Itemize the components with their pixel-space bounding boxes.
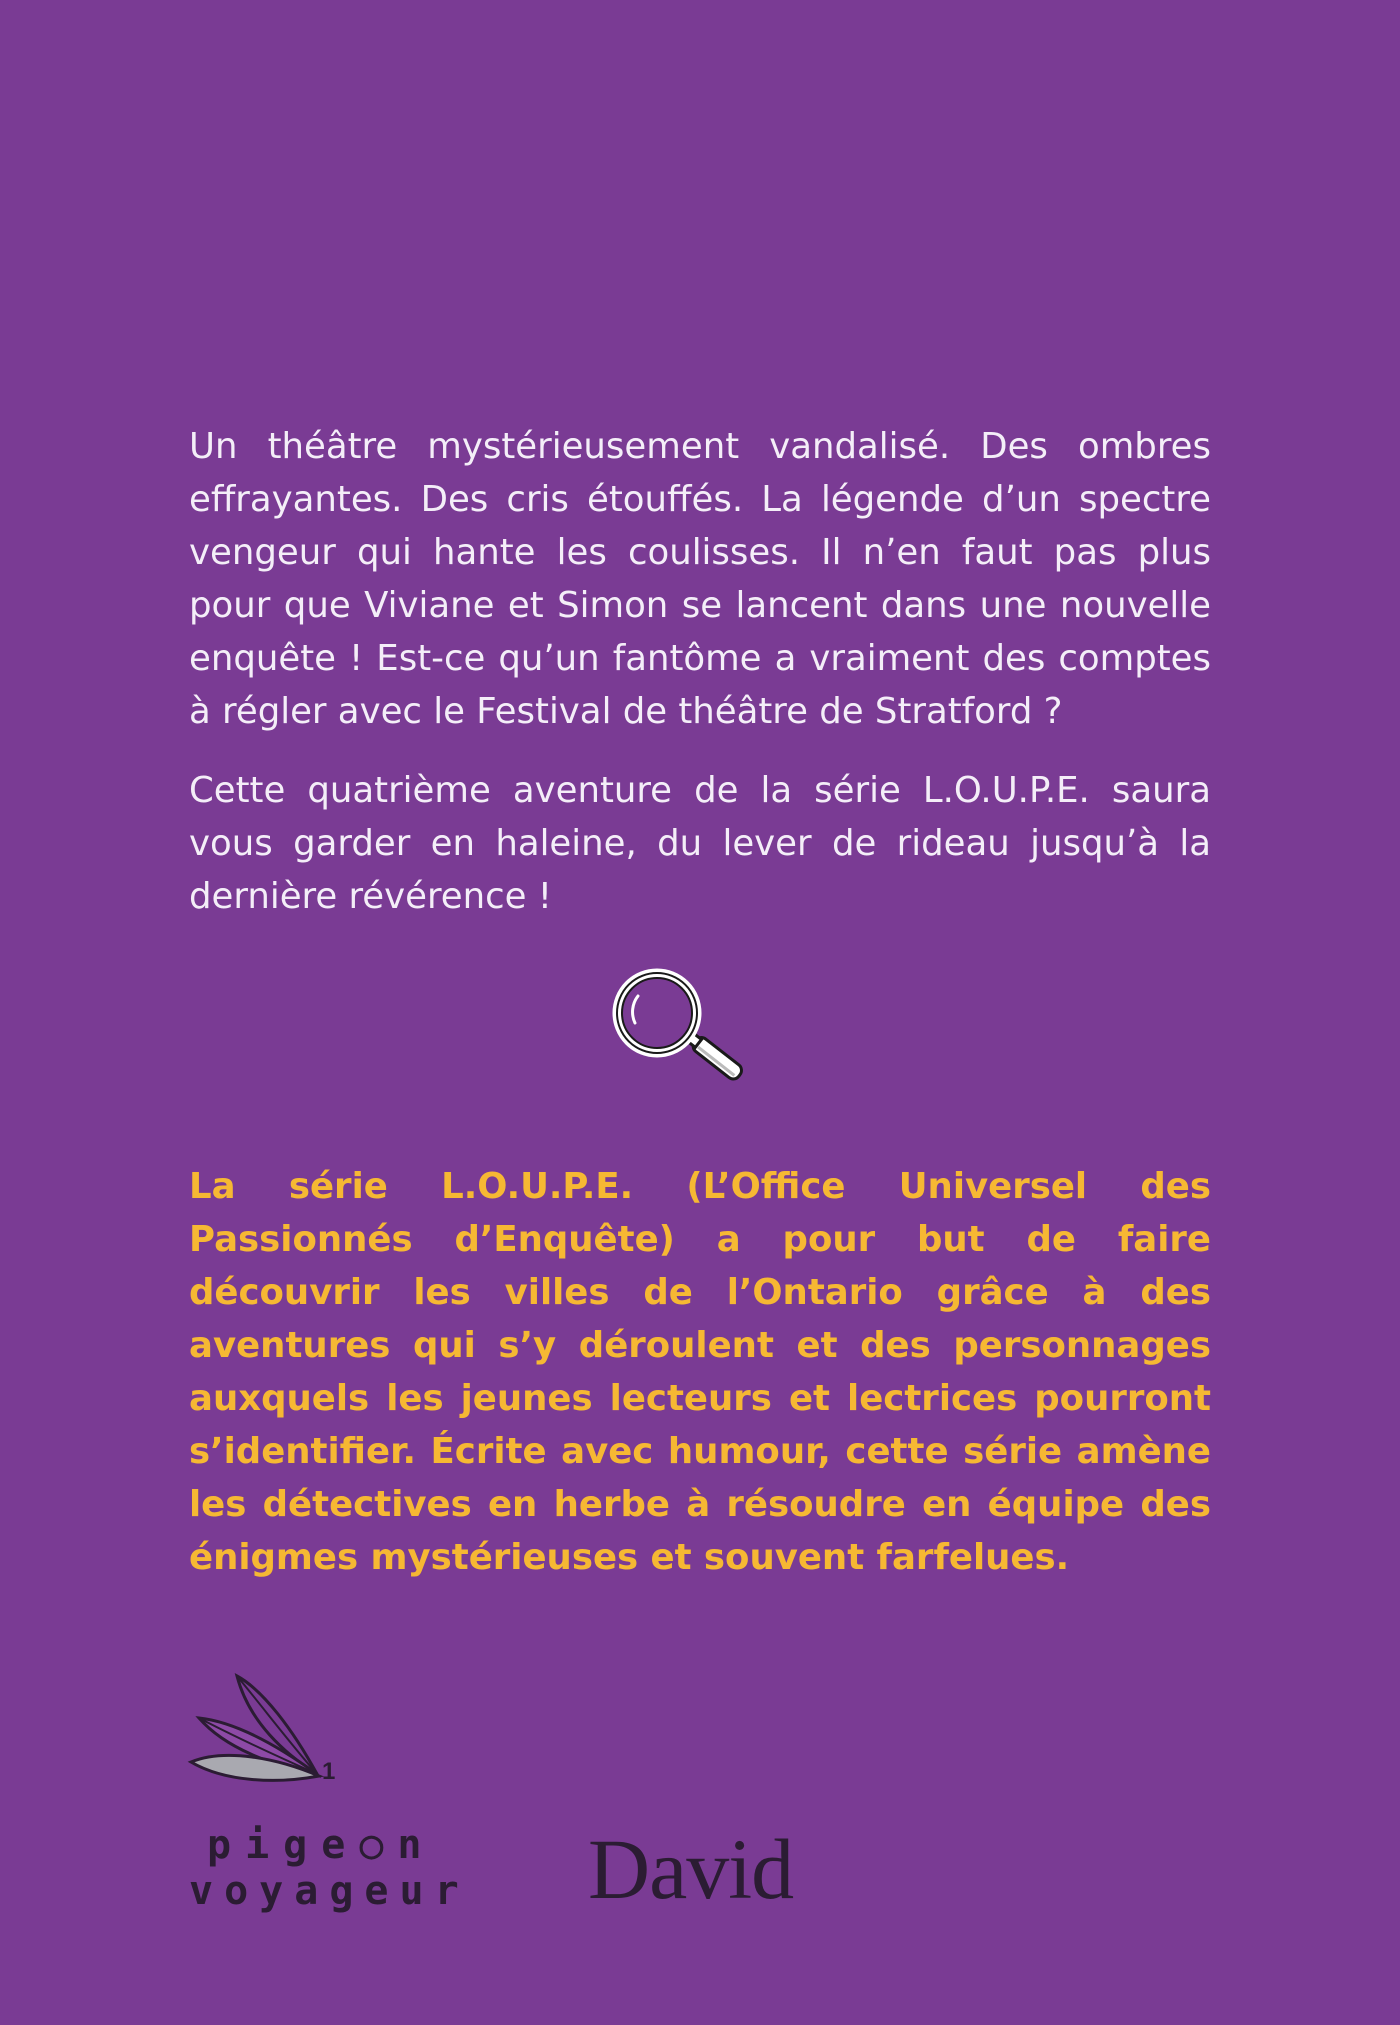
series-description-text: La série L.O.U.P.E. (L’Office Universel des Passionnés d’Enquête) a pour but de faire découvrir les villes de l’Ontario grâce à des aventures qui s’y déroulent et des personnages auxquels les jeunes lecteurs et lectrices pourront s’identifier. Écrite avec humour, cette série amène les détectives en herbe à résoudre en équipe des énigmes mystérieuses et souvent farfelues. bbox=[189, 1166, 1211, 1578]
magnifying-glass-icon bbox=[610, 968, 760, 1098]
pigeon-logo-word-2: voyageur bbox=[189, 1868, 470, 1914]
pigeon-voyageur-logo bbox=[185, 1670, 470, 1920]
pigeon-logo-number: 1 bbox=[322, 1758, 336, 1785]
synopsis-paragraph-2: Cette quatrième aventure de la série L.O.U.P.E. saura vous garder en haleine, du lever de rideau jusqu’à la dernière révérence ! bbox=[189, 770, 1211, 917]
david-logo: David bbox=[588, 1821, 794, 1917]
pigeon-logo-word-1: pige○n bbox=[207, 1822, 436, 1868]
series-description bbox=[189, 1160, 1211, 1584]
synopsis-paragraph-1: Un théâtre mystérieusement vandalisé. Des ombres effrayantes. Des cris étouffés. La légende d’un spectre vengeur qui hante les coulisses. Il n’en faut pas plus pour que Viviane et Simon se lancent dans une nouvelle enquête ! Est-ce qu’un fantôme a vraiment des comptes à régler avec le Festival de théâtre de Stratford ? bbox=[189, 426, 1211, 732]
feather-icon bbox=[185, 1670, 335, 1790]
synopsis bbox=[189, 420, 1211, 949]
